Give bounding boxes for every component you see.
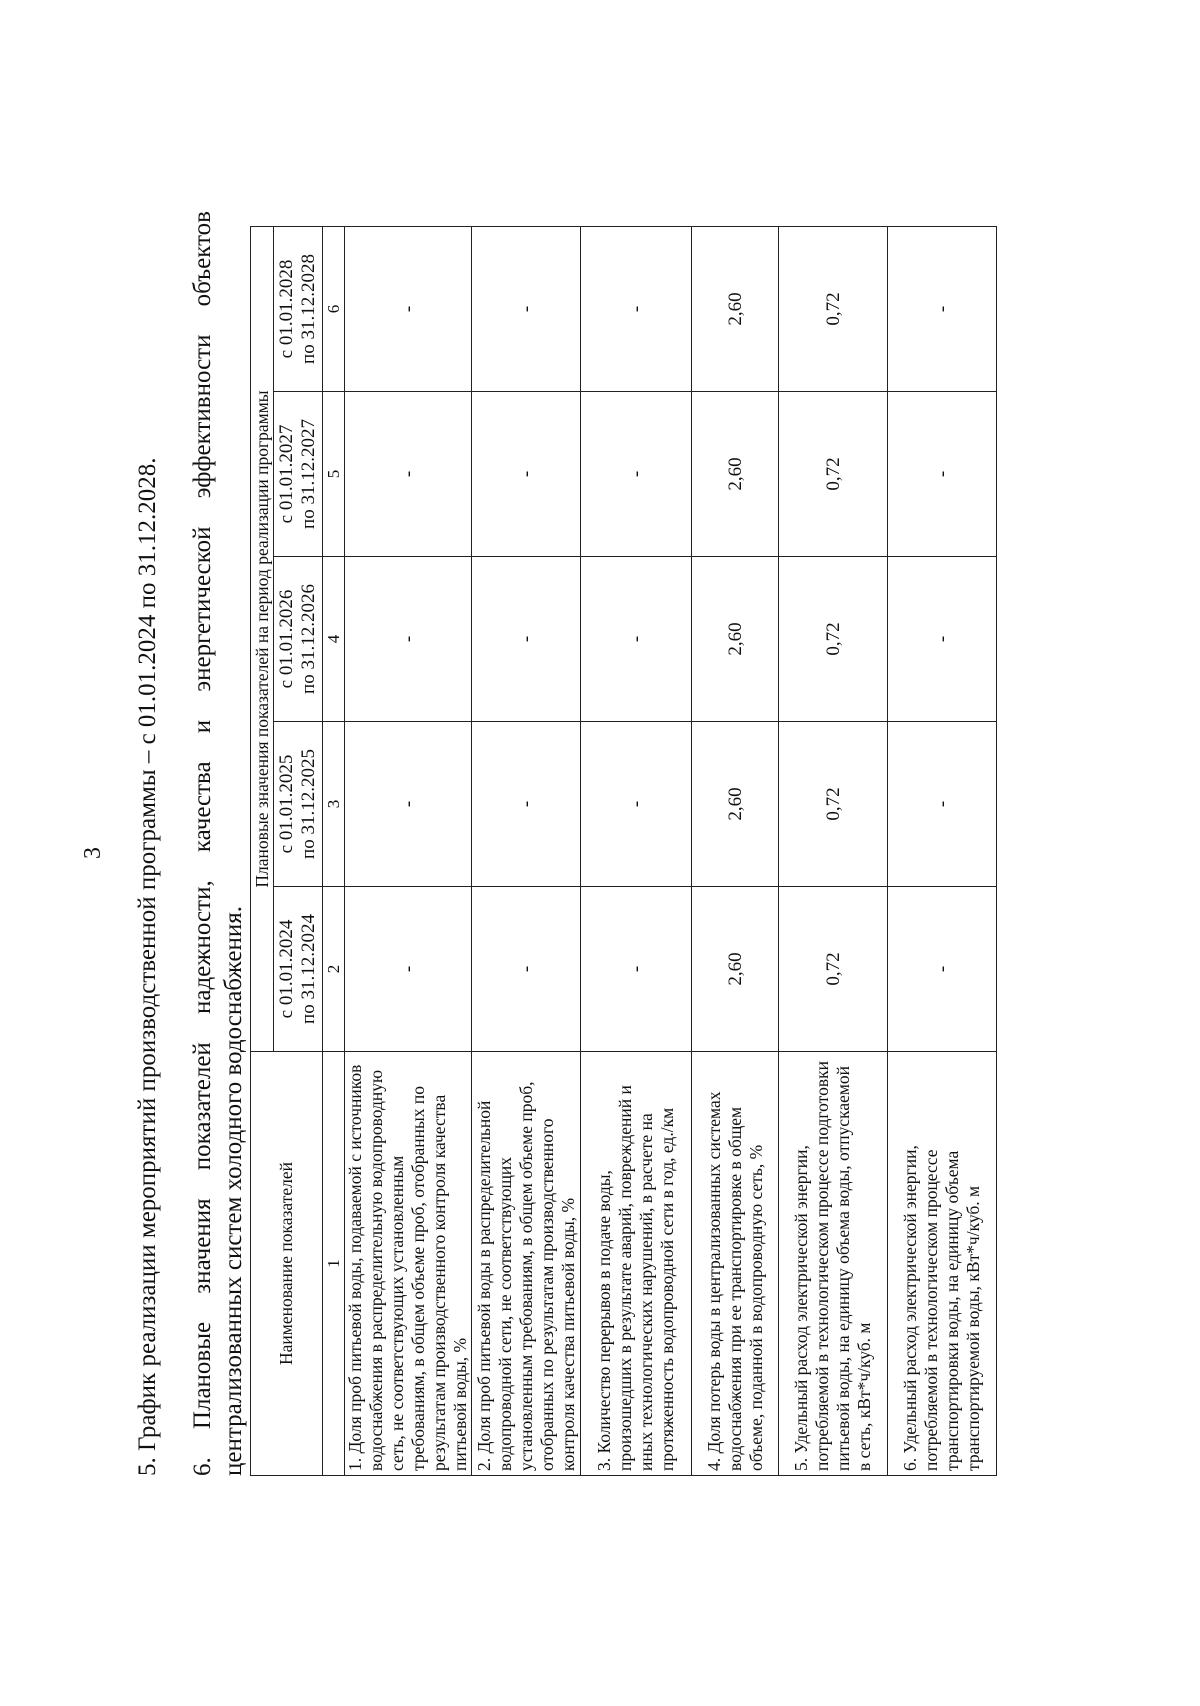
table-header-row bbox=[251, 227, 274, 1476]
indicator-value: - bbox=[472, 887, 581, 1052]
page-number: 3 bbox=[80, 847, 106, 859]
indicator-value: 2,60 bbox=[692, 227, 779, 392]
indicator-value: 0,72 bbox=[779, 722, 888, 887]
table-row bbox=[581, 227, 692, 1476]
table-row bbox=[888, 227, 997, 1476]
column-number: 3 bbox=[323, 722, 345, 887]
indicator-value: - bbox=[345, 887, 472, 1052]
indicators-table bbox=[250, 226, 997, 1476]
indicator-value: 2,60 bbox=[692, 557, 779, 722]
indicator-value: - bbox=[472, 392, 581, 557]
indicator-value: - bbox=[581, 557, 692, 722]
column-number: 5 bbox=[323, 392, 345, 557]
column-number: 1 bbox=[323, 1052, 345, 1476]
indicator-value: - bbox=[472, 227, 581, 392]
indicator-value: - bbox=[472, 722, 581, 887]
indicator-value: 2,60 bbox=[692, 392, 779, 557]
indicator-value: 0,72 bbox=[779, 887, 888, 1052]
indicator-name: 2. Доля проб питьевой воды в распределительной водопроводной сети, не соответствующих установленным требованиям, в общем объеме проб, отобранных по результатам производственного контроля качества питьевой воды, % bbox=[472, 1052, 581, 1476]
indicator-name: 6. Удельный расход электрической энергии, потребляемой в технологическом процессе транспортировки воды, на единицу объема транспортируемой воды, кВт*ч/куб. м bbox=[888, 1052, 997, 1476]
indicator-value: - bbox=[581, 392, 692, 557]
period-header: с 01.01.2024 по 31.12.2024 bbox=[274, 887, 323, 1052]
indicator-name: 1. Доля проб питьевой воды, подаваемой с источников водоснабжения в распределительную водопроводную сеть, не соответствующих установленным требованиям, в общем объеме проб, отобранных по результатам производственного контроля качества питьевой воды, % bbox=[345, 1052, 472, 1476]
period-header: с 01.01.2025 по 31.12.2025 bbox=[274, 722, 323, 887]
section-6-heading: 6. Плановые значения показателей надежности, качества и энергетической эффективности объектов bbox=[189, 211, 216, 1476]
indicator-value: - bbox=[888, 557, 997, 722]
indicator-value: - bbox=[345, 722, 472, 887]
table-row bbox=[345, 227, 472, 1476]
indicator-value: - bbox=[888, 722, 997, 887]
indicator-value: - bbox=[472, 557, 581, 722]
table-row bbox=[779, 227, 888, 1476]
indicator-value: - bbox=[581, 227, 692, 392]
indicator-name: 4. Доля потерь воды в централизованных системах водоснабжения при ее транспортировке в общем объеме, поданной в водопроводную сеть, % bbox=[692, 1052, 779, 1476]
table-row bbox=[472, 227, 581, 1476]
column-number: 4 bbox=[323, 557, 345, 722]
indicator-value: - bbox=[345, 557, 472, 722]
indicator-value: - bbox=[581, 887, 692, 1052]
section-5-heading: 5. График реализации мероприятий производственной программы – с 01.01.2024 по 31.12.2028. bbox=[134, 457, 161, 1476]
column-number-row bbox=[323, 227, 345, 1476]
indicator-value: - bbox=[888, 392, 997, 557]
header-name: Наименование показателей bbox=[251, 1052, 323, 1476]
section-6-heading-continued: централизованных систем холодного водоснабжения. bbox=[220, 906, 247, 1476]
indicator-value: 0,72 bbox=[779, 557, 888, 722]
indicator-name: 5. Удельный расход электрической энергии, потребляемой в технологическом процессе подготовки питьевой воды, на единицу объема воды, отпускаемой в сеть, кВт*ч/куб. м bbox=[779, 1052, 888, 1476]
column-number: 6 bbox=[323, 227, 345, 392]
period-header: с 01.01.2027 по 31.12.2027 bbox=[274, 392, 323, 557]
indicator-value: 0,72 bbox=[779, 227, 888, 392]
period-header: с 01.01.2028 по 31.12.2028 bbox=[274, 227, 323, 392]
indicator-value: - bbox=[345, 392, 472, 557]
period-header: с 01.01.2026 по 31.12.2026 bbox=[274, 557, 323, 722]
indicator-value: 2,60 bbox=[692, 887, 779, 1052]
indicator-value: 0,72 bbox=[779, 392, 888, 557]
indicator-value: - bbox=[345, 227, 472, 392]
indicator-value: - bbox=[888, 227, 997, 392]
indicator-value: - bbox=[888, 887, 997, 1052]
indicator-value: 2,60 bbox=[692, 722, 779, 887]
indicator-name: 3. Количество перерывов в подаче воды, произошедших в результате аварий, повреждений и иных технологических нарушений, в расчете на протяженность водопроводной сети в год, ед./км bbox=[581, 1052, 692, 1476]
table-row bbox=[692, 227, 779, 1476]
header-group: Плановые значения показателей на период реализации программы bbox=[251, 227, 274, 1052]
indicator-value: - bbox=[581, 722, 692, 887]
column-number: 2 bbox=[323, 887, 345, 1052]
